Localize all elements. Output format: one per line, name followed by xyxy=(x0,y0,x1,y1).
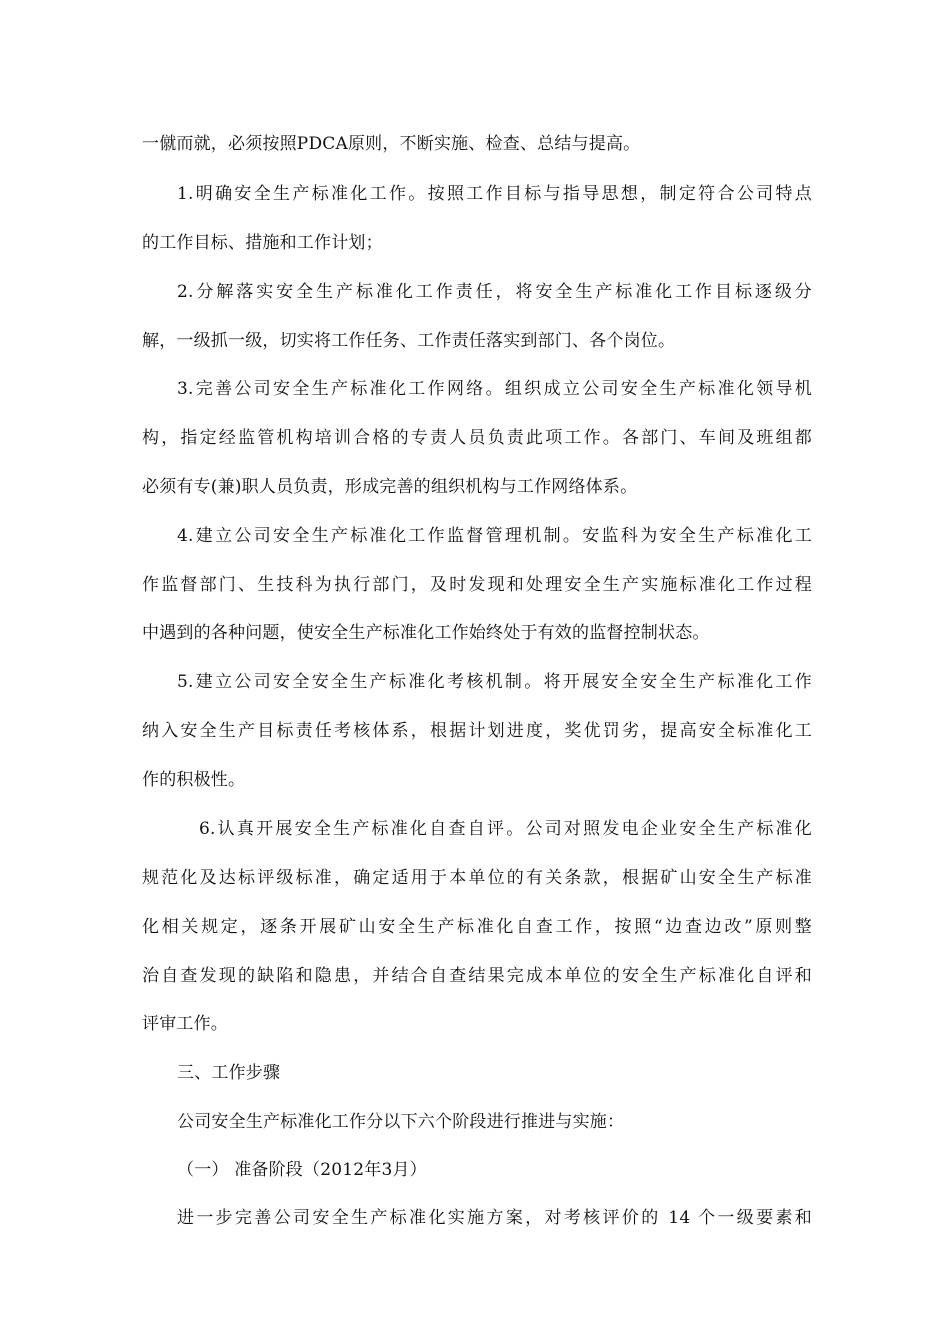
paragraph-line: 5.建立公司安全安全生产标准化考核机制。将开展安全安全生产标准化工作 xyxy=(177,672,812,692)
paragraph-line: 作的积极性。 xyxy=(142,770,246,790)
paragraph-line: 一僦而就，必须按照PDCA原则，不断实施、检查、总结与提高。 xyxy=(142,134,641,154)
paragraph-line: 作监督部门、生技科为执行部门，及时发现和处理安全生产实施标准化工作过程 xyxy=(142,575,812,595)
paragraph-line: 纳入安全生产目标责任考核体系，根据计划进度，奖优罚劣，提高安全标准化工 xyxy=(142,721,812,741)
subsection-heading: （一） 准备阶段（2012年3月） xyxy=(177,1160,427,1180)
paragraph-line: 进一步完善公司安全生产标准化实施方案，对考核评价的 14 个一级要素和 xyxy=(177,1208,812,1228)
paragraph-line: 治自查发现的缺陷和隐患，并结合自查结果完成本单位的安全生产标准化自评和 xyxy=(142,966,812,986)
paragraph-line: 2.分解落实安全生产标准化工作责任，将安全生产标准化工作目标逐级分 xyxy=(177,282,812,302)
section-heading: 三、工作步骤 xyxy=(177,1063,281,1083)
paragraph-line: 解，一级抓一级，切实将工作任务、工作责任落实到部门、各个岗位。 xyxy=(142,331,676,351)
paragraph-line: 构，指定经监管机构培训合格的专责人员负责此项工作。各部门、车间及班组都 xyxy=(142,428,812,448)
paragraph-line: 规范化及达标评级标准，确定适用于本单位的有关条款，根据矿山安全生产标准 xyxy=(142,868,812,888)
paragraph-line: 公司安全生产标准化工作分以下六个阶段进行推进与实施： xyxy=(177,1112,625,1132)
paragraph-line: 3.完善公司安全生产标准化工作网络。组织成立公司安全生产标准化领导机 xyxy=(177,379,812,399)
paragraph-line: 6.认真开展安全生产标准化自查自评。公司对照发电企业安全生产标准化 xyxy=(199,819,812,839)
paragraph-line: 4.建立公司安全生产标准化工作监督管理机制。安监科为安全生产标准化工 xyxy=(177,526,812,546)
paragraph-line: 1.明确安全生产标准化工作。按照工作目标与指导思想，制定符合公司特点 xyxy=(177,184,812,204)
paragraph-line: 中遇到的各种问题，使安全生产标准化工作始终处于有效的监督控制状态。 xyxy=(142,623,710,643)
paragraph-line: 必须有专(兼)职人员负责，形成完善的组织机构与工作网络体系。 xyxy=(142,477,638,497)
paragraph-line: 化相关规定，逐条开展矿山安全生产标准化自查工作，按照“边查边改”原则整 xyxy=(142,917,812,937)
paragraph-line: 的工作目标、措施和工作计划； xyxy=(142,233,383,253)
paragraph-line: 评审工作。 xyxy=(142,1014,228,1034)
